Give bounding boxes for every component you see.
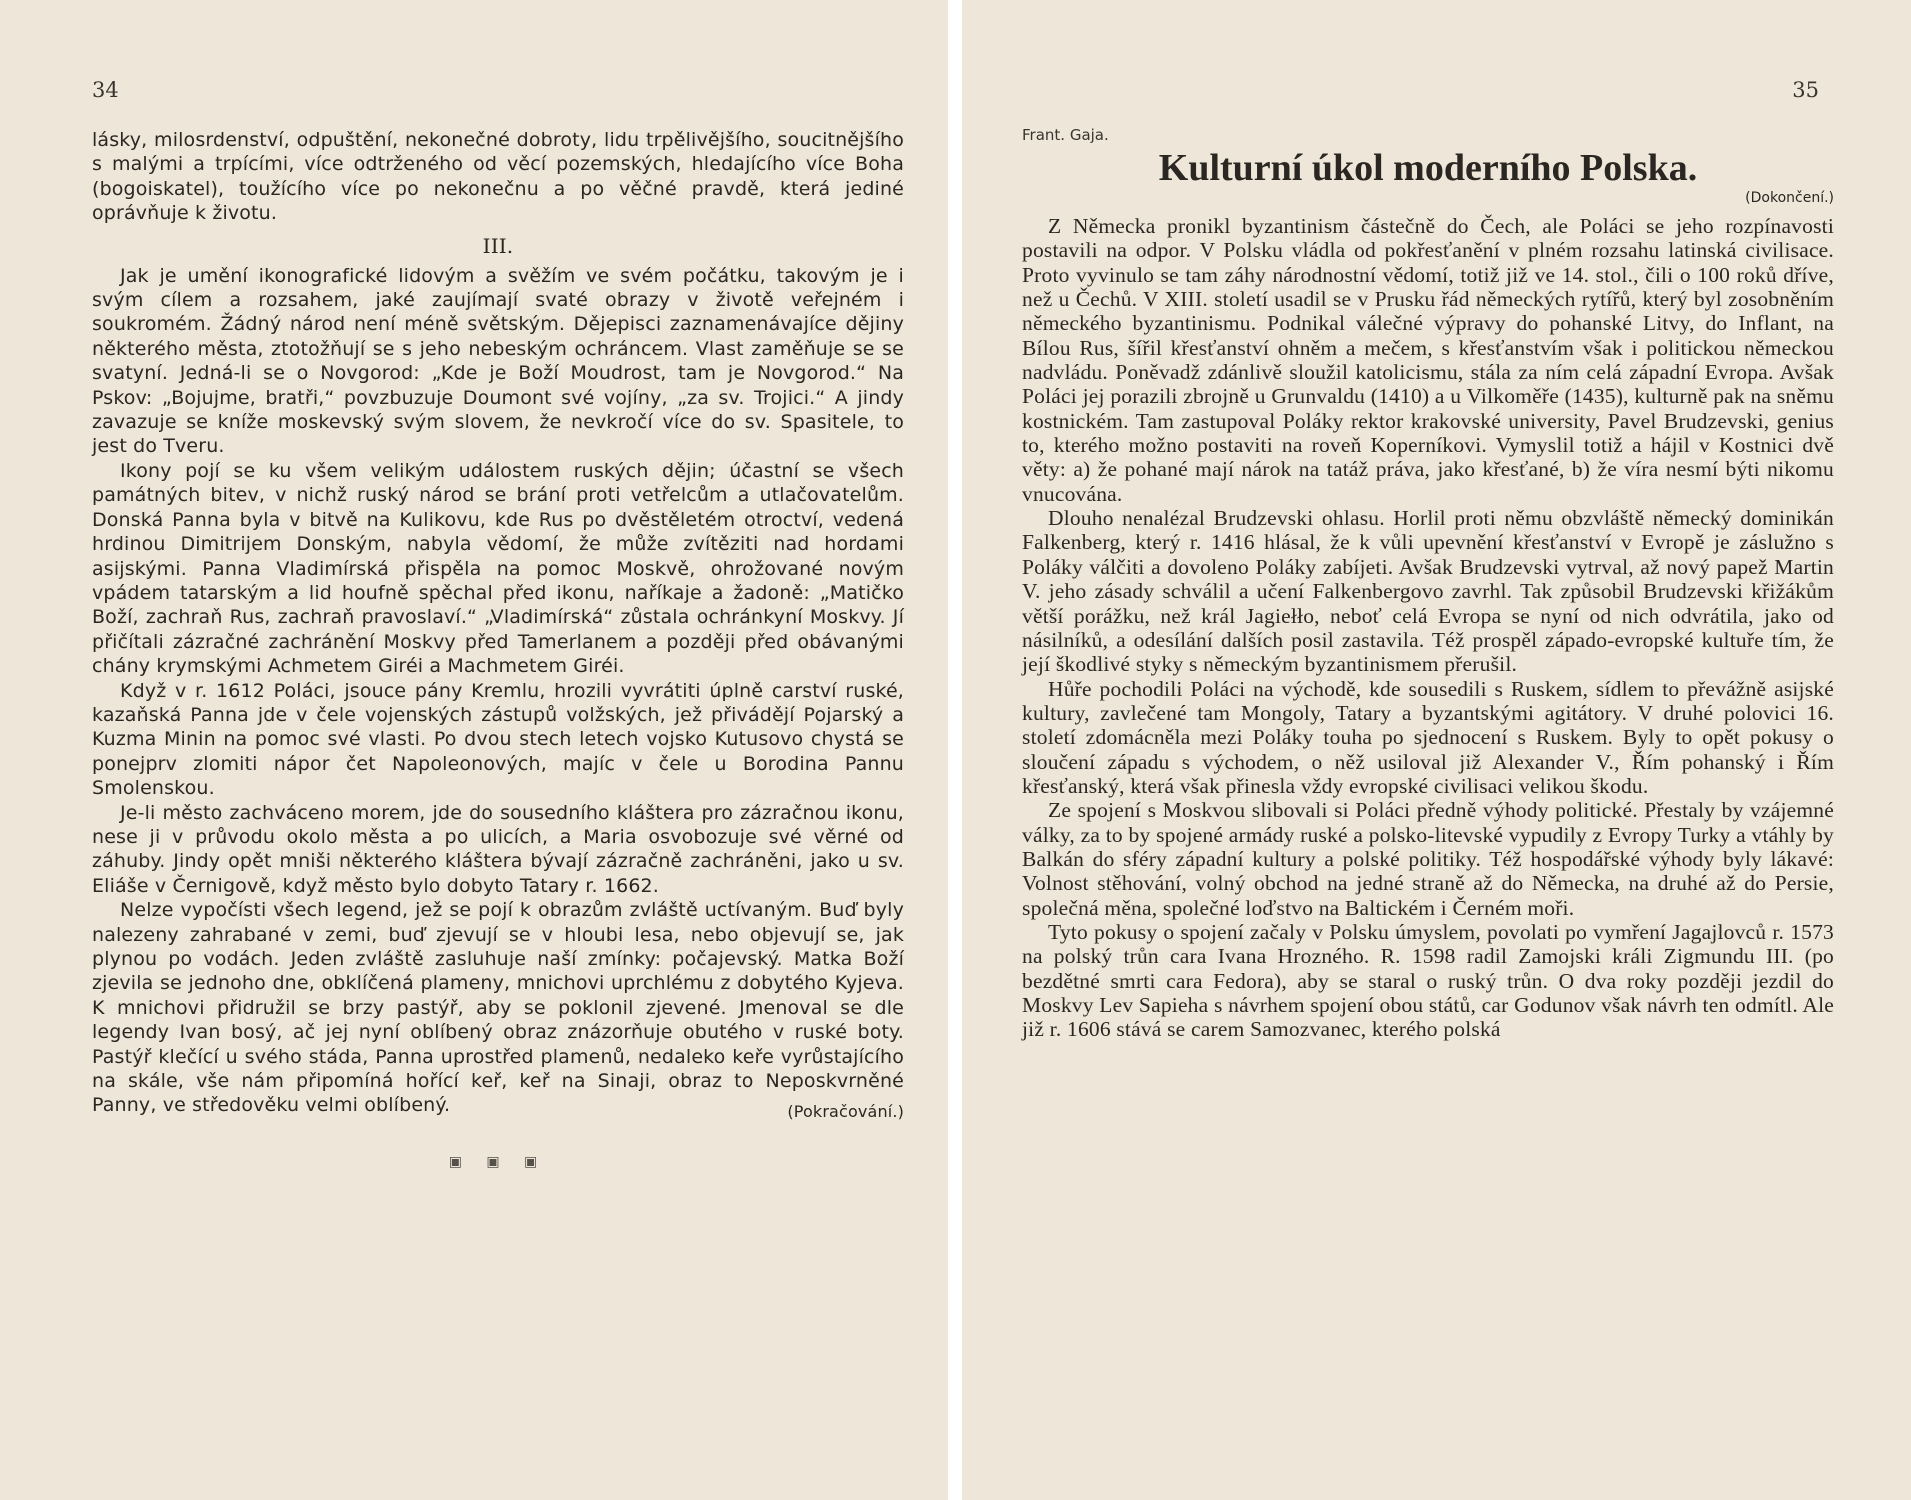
paragraph: Je-li město zachváceno morem, jde do sousedního kláštera pro zázračnou ikonu, nese ji v průvodu okolo města a po ulicích, a Maria osvobozuje své věrné od záhuby. Jindy opět mniši některého kláštera bývají zázračně zachráněni, jako u sv. Eliáše v Černigově, když město bylo dobyto Tatary r. 1662. <box>92 801 904 897</box>
continued-note: (Pokračování.) <box>787 1101 904 1121</box>
right-text-column <box>1022 126 1834 1042</box>
left-text-column <box>92 128 904 1175</box>
end-ornament: ▣ ▣ ▣ <box>448 1154 548 1171</box>
paragraph: Když v r. 1612 Poláci, jsouce pány Kremlu, hrozili vyvrátiti úplně carství ruské, kazaňská Panna jde v čele vojenských zástupů volžských, jež přivádějí Pojarský a Kuzma Minin na pomoc své vlasti. Po dvou stech letech vojsko Kutusovo chystá se ponejprv zlomiti nápor čet Napoleonových, majíc v čele u Borodina Pannu Smolenskou. <box>92 679 904 800</box>
paragraph: Ikony pojí se ku všem velikým událostem ruských dějin; účastní se všech památných bitev, v nichž ruský národ se brání proti vetřelcům a utlačovatelům. Donská Panna byla v bitvě na Kulikovu, kde Rus po dvěstěletém otroctví, vedená hrdinou Dimitrijem Donským, nabyla vědomí, že může zvítěziti nad hordami asijskými. Panna Vladimírská přispěla na pomoc Moskvě, ohrožované novým vpádem tatarským a lid houfně spěchal před ikonu, naříkaje a žadoně: „Matičko Boží, zachraň Rus, zachraň pravoslaví.“ „Vladimírská“ zůstala ochránkyní Moskvy. Jí přičítali zázračné zachránění Moskvy před Tamerlanem a později před obávanými chány krymskými Achmetem Giréi a Machmetem Giréi. <box>92 459 904 678</box>
article-author: Frant. Gaja. <box>1022 126 1109 144</box>
paragraph: Z Německa pronikl byzantinism částečně do Čech, ale Poláci se jeho rozpínavosti postavili na odpor. V Polsku vládla od pokřesťanění v plném rozsahu latinská civilisace. Proto vyvinulo se tam záhy národnostní vědomí, totiž již ve 14. stol., čili o 100 roků dříve, než u Čechů. V XIII. století usadil se v Prusku řád německých rytířů, který byl zosobněním německého byzantinismu. Podnikal válečné výpravy do pohanské Litvy, do Inflant, na Bílou Rus, šířil křesťanství ohněm a mečem, s křesťanstvím však i politickou německou nadvládu. Poněvadž zdánlivě sloužil katolicismu, stála za ním celá západní Evropa. Avšak Poláci jej porazili zbrojně u Grunvaldu (1410) a u Vilkoměře (1435), kulturně pak na sněmu kostnickém. Tam zastupoval Poláky rektor krakovské university, Pavel Brudzevski, genius to, kterého možno postaviti na roveň Koperníkovi. Vymyslil totiž a hájil v Kostnici dvě věty: a) že pohané mají nárok na tatáž práva, jako křesťané, b) že víra nesmí býti nikomu vnucována. <box>1022 214 1834 506</box>
article-title: Kulturní úkol moderního Polska. <box>1158 147 1698 189</box>
section-number: III. <box>482 233 514 258</box>
page-number: 34 <box>92 78 119 102</box>
paragraph: Hůře pochodili Poláci na východě, kde sousedili s Ruskem, sídlem to převážně asijské kultury, zavlečené tam Mongoly, Tatary a byzantskými agitátory. V druhé polovici 16. století zdomácněla mezi Poláky touha po sjednocení s Ruskem. Byly to opět pokusy o sloučení západu s východem, o něž usiloval již Alexander V., Řím pohanský i Řím křesťanský, která však přinesla vždy evropské civilisaci velikou škodu. <box>1022 676 1834 798</box>
paragraph: Ze spojení s Moskvou slibovali si Poláci předně výhody politické. Přestaly by vzájemné války, za to by spojené armády ruské a polsko-litevské vypudily z Evropy Turky a vtáhly by Balkán do sféry západní kultury a polské politiky. Též hospodářské výhody byly lákavé: Volnost stěhování, volný obchod na jedné straně až do Německa, na druhé až do Persie, společná měna, společné loďstvo na Baltickém i Černém moři. <box>1022 798 1834 920</box>
left-page <box>0 0 948 1500</box>
paragraph: Tyto pokusy o spojení začaly v Polsku úmyslem, povolati po vymření Jagajlovců r. 1573 na polský trůn cara Ivana Hrozného. R. 1598 radil Zamojski králi Zigmundu III. (po bezdětné smrti cara Fedora), aby se staral o ruský trůn. O dva roky později jezdil do Moskvy Lev Sapieha s návrhem spojení obou států, car Godunov však návrh ten odmítl. Ale již r. 1606 stává se carem Samozvanec, kterého polská <box>1022 919 1834 1042</box>
paragraph: Jak je umění ikonografické lidovým a svěžím ve svém počátku, takovým je i svým cílem a rozsahem, jaké zaujímají svaté obrazy v životě veřejném i soukromém. Žádný národ není méně světským. Dějepisci zaznamenávajíce dějiny některého města, ztotožňují se s jeho nebeským ochráncem. Vlast zaměňuje se se svatyní. Jedná-li se o Novgorod: „Kde je Boží Moudrost, tam je Novgorod.“ Na Pskov: „Bojujme, bratři,“ povzbuzuje Doumont své vojíny, „za sv. Trojici.“ A jindy zavazuje se kníže moskevský svým slovem, že nevkročí více do sv. Spasitele, to jest do Tveru. <box>92 264 904 458</box>
paragraph: Nelze vypočísti všech legend, jež se pojí k obrazům zvláště uctívaným. Buď byly nalezeny zahrabané v zemi, buď zjevují se v hloubi lesa, nebo objevují se, jak plynou po vodách. Jeden zvláště zasluhuje naší zmínky: počajevský. Matka Boží zjevila se jednoho dne, obklíčená plameny, mnichovi uprchlému z dobytého Kyjeva. K mnichovi přidružil se brzy pastýř, aby se poklonil zjevené. Jmenoval se dle legendy Ivan bosý, ač jej nyní oblíbený obraz znázorňuje obutého v ruské boty. Pastýř klečící u svého stáda, Panna uprostřed plamenů, nedaleko keře vyrůstajícího na skále, vše nám připomíná hořící keř, keř na Sinaji, obraz to Neposkvrněné Panny, ve středověku velmi oblíbený. <box>92 899 904 1117</box>
opening-paragraph: lásky, milosrdenství, odpuštění, nekonečné dobroty, lidu trpělivějšího, soucitnějšího s malými a trpícími, více odtrženého od věcí pozemských, hledajícího více Boha (bogoiskatel), toužícího více po nekonečnu a po věčné pravdě, která jediné oprávňuje k životu. <box>92 129 904 225</box>
article-body <box>1022 214 1834 1042</box>
article-subtitle: (Dokončení.) <box>1745 190 1834 206</box>
right-page <box>962 0 1911 1500</box>
page-number: 35 <box>1792 78 1819 102</box>
paragraph: Dlouho nenalézal Brudzevski ohlasu. Horlil proti němu obzvláště německý dominikán Falkenberg, který r. 1416 hlásal, že k vůli upevnění křesťanství v Evropě je záslužno s Poláky válčiti a dovoleno Poláky zabíjeti. Avšak Brudzevski vytrval, až nový papež Martin V. jeho zásady schválil a učení Falkenbergovo zavrhl. Tak způsobil Brudzevski křižákům větší porážku, než král Jagiełło, neboť celá Evropa se nyní od nich odvrátila, jako od násilníků, a odesílání dalších posil zastavila. Též prospěl západo-evropské kultuře tím, že její škodlivé styky s německým byzantinismem přerušil. <box>1022 506 1834 677</box>
